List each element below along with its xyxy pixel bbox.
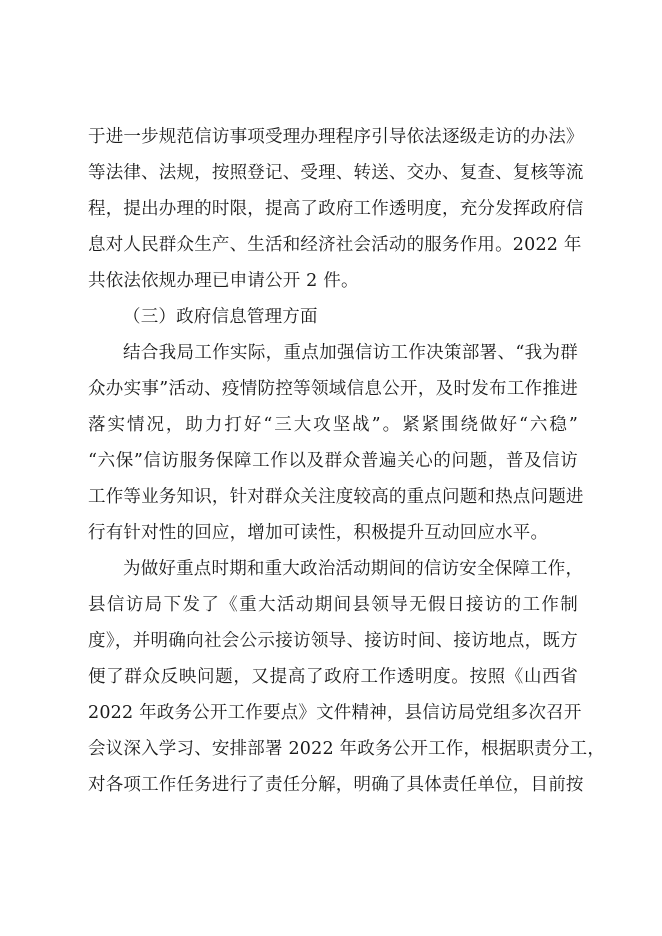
text-line-4: 息对人民群众生产、生活和经济社会活动的服务作用。2022 年: [88, 235, 582, 255]
text-line-14: 县信访局下发了《重大活动期间县领导无假日接访的工作制: [88, 595, 578, 615]
text-line-10: “六保”信访服务保障工作以及群众普遍关心的问题，普及信访: [88, 451, 578, 471]
text-line-5: 共依法依规办理已申请公开 2 件。: [88, 271, 359, 291]
text-line-8: 众办实事”活动、疫情防控等领域信息公开，及时发布工作推进: [88, 379, 578, 399]
text-line-3: 程，提出办理的时限，提高了政府工作透明度，充分发挥政府信: [88, 199, 584, 219]
text-line-1: 于进一步规范信访事项受理办理程序引导依法逐级走访的办法》: [88, 127, 584, 147]
text-line-12: 行有针对性的回应，增加可读性，积极提升互动回应水平。: [88, 523, 549, 543]
section-heading: （三）政府信息管理方面: [123, 307, 318, 327]
document-body: [88, 119, 606, 803]
text-line-17: 2022 年政务公开工作要点》文件精神，县信访局党组多次召开: [88, 703, 582, 723]
text-line-15: 度》，并明确向社会公示接访领导、接访时间、接访地点，既方: [88, 631, 578, 651]
text-line-18: 会议深入学习、安排部署 2022 年政务公开工作，根据职责分工，: [88, 739, 606, 759]
text-line-19: 对各项工作任务进行了责任分解，明确了具体责任单位，目前按: [88, 775, 584, 795]
text-line-11: 工作等业务知识，针对群众关注度较高的重点问题和热点问题进: [88, 487, 584, 507]
text-line-7: 结合我局工作实际，重点加强信访工作决策部署、“我为群: [123, 343, 578, 363]
text-line-2: 等法律、法规，按照登记、受理、转送、交办、复查、复核等流: [88, 163, 584, 183]
text-line-16: 便了群众反映问题，又提高了政府工作透明度。按照《山西省: [88, 667, 578, 687]
text-line-13: 为做好重点时期和重大政治活动期间的信访安全保障工作，: [123, 559, 584, 579]
text-line-9: 落实情况，助力打好“三大攻坚战”。紧紧围绕做好“六稳”: [88, 415, 578, 435]
